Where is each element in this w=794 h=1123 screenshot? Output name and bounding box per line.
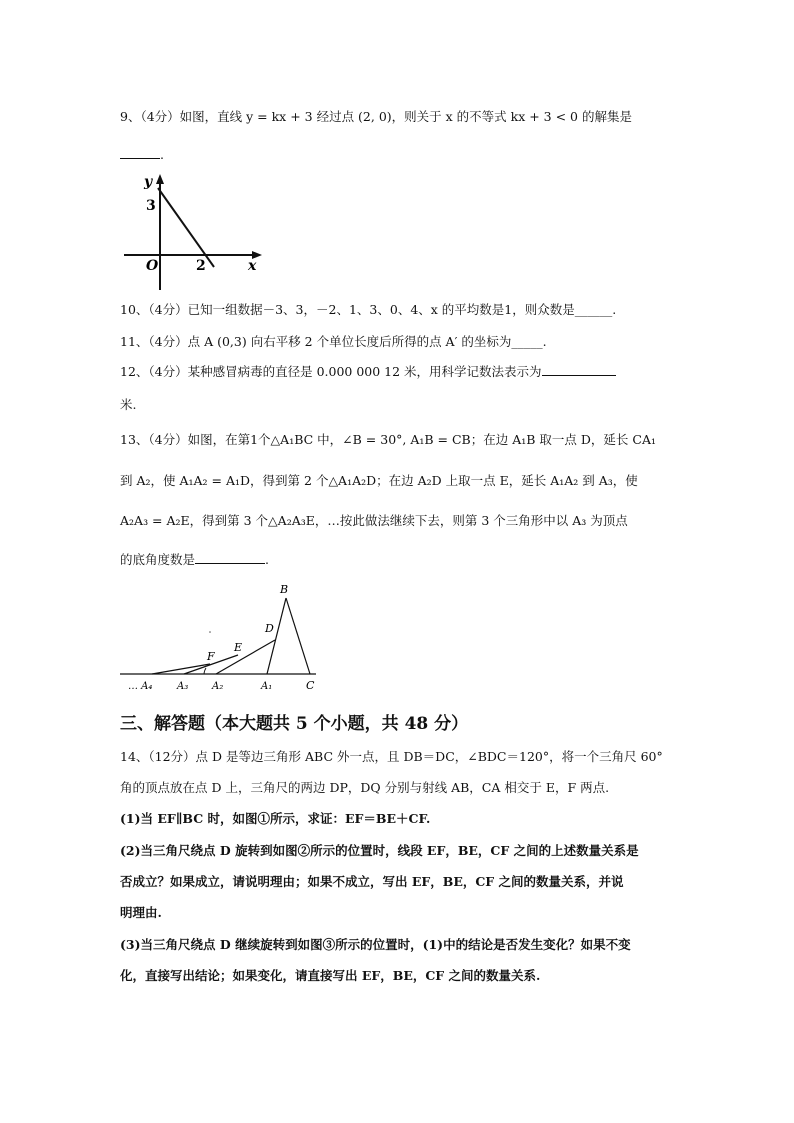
q13-line1: 13、（4分）如图，在第1个△A₁BC 中，∠B = 30°, A₁B = CB；在边 A₁B 取一点 D，延长 CA₁	[120, 432, 656, 447]
q9-x-intercept: 2	[196, 258, 206, 274]
q13-label-A1: A₁	[261, 681, 273, 692]
q13-figure	[118, 578, 328, 696]
q9-x-label: x	[248, 258, 257, 274]
q9-y-intercept: 3	[146, 198, 156, 214]
q12-line2: 米.	[120, 397, 137, 412]
q13-line4-text: 的底角度数是	[120, 552, 196, 567]
q13-label-B: B	[280, 583, 289, 596]
q13-answer-blank	[195, 551, 265, 564]
q13-line2: 到 A₂，使 A₁A₂ = A₁D，得到第 2 个△A₁A₂D；在边 A₂D 上取一点 E，延长 A₁A₂ 到 A₃，使	[120, 473, 638, 488]
q13-label-D: D	[265, 622, 274, 635]
q9-y-label: y	[144, 174, 153, 190]
q14-part2-line1: (2)当三角尺绕点 D 旋转到如图②所示的位置时，线段 EF，BE，CF 之间的上述数量关系是	[120, 843, 639, 858]
q9-line1: 9、（4分）如图，直线 y = kx + 3 经过点 (2, 0)，则关于 x 的不等式 kx + 3 < 0 的解集是	[120, 109, 632, 124]
q14-part2-line3: 明理由.	[120, 905, 162, 920]
q13-label-A4: … A₄	[128, 681, 153, 692]
q9-answer-blank	[120, 146, 160, 159]
q10: 10、（4分）已知一组数据－3、3，－2、1、3、0、4、x 的平均数是1，则众数是______.	[120, 302, 617, 317]
q13-period: .	[265, 552, 269, 567]
q12-text: 12、（4分）某种感冒病毒的直径是 0.000 000 12 米，用科学记数法表示为	[120, 364, 542, 379]
q9-line2	[120, 146, 164, 164]
q14-part3-line1: (3)当三角尺绕点 D 继续旋转到如图③所示的位置时，(1)中的结论是否发生变化？如果不变	[120, 937, 631, 952]
q13-label-F: F	[207, 650, 215, 663]
section3-title: 三、解答题（本大题共 5 个小题，共 48 分）	[120, 714, 469, 734]
q9-period: .	[160, 147, 164, 162]
q13-label-A3: A₃	[177, 681, 189, 692]
q9-graph	[118, 172, 268, 294]
q12-line1	[120, 363, 616, 381]
q9-origin-label: O	[146, 258, 159, 274]
q12-answer-blank	[542, 363, 616, 376]
q14-part1: (1)当 EF∥BC 时，如图①所示，求证：EF＝BE＋CF.	[120, 811, 431, 826]
q13-label-C: C	[306, 679, 315, 692]
q14-line2: 角的顶点放在点 D 上，三角尺的两边 DP，DQ 分别与射线 AB，CA 相交于 E，F 两点.	[120, 780, 610, 795]
q11: 11、（4分）点 A (0,3) 向右平移 2 个单位长度后所得的点 A′ 的坐标为_____.	[120, 334, 547, 349]
q13-label-E: E	[234, 641, 243, 654]
q14-part2-line2: 否成立？如果成立，请说明理由；如果不成立，写出 EF，BE，CF 之间的数量关系，并说	[120, 874, 624, 889]
q13-line3: A₂A₃ = A₂E，得到第 3 个△A₂A₃E，…按此做法继续下去，则第 3 个三角形中以 A₃ 为顶点	[120, 513, 628, 528]
q13-label-A2: A₂	[212, 681, 224, 692]
q13-line4	[120, 551, 269, 569]
q14-part3-line2: 化，直接写出结论；如果变化，请直接写出 EF，BE，CF 之间的数量关系.	[120, 968, 541, 983]
q14-line1: 14、（12分）点 D 是等边三角形 ABC 外一点，且 DB＝DC，∠BDC＝120°，将一个三角尺 60°	[120, 749, 663, 764]
